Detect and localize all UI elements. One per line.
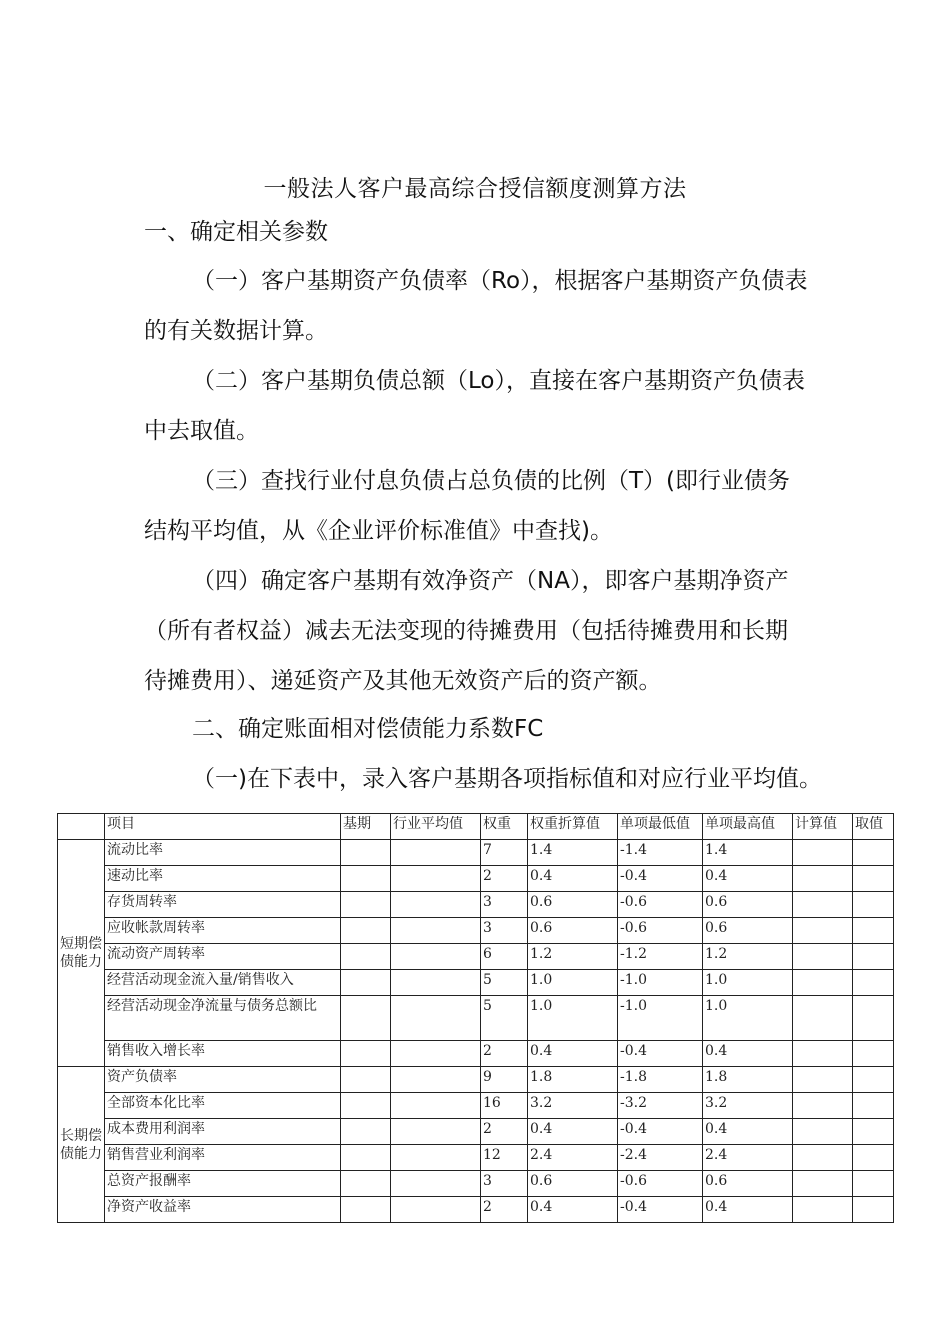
base-value-cell bbox=[341, 1197, 391, 1223]
table-row bbox=[58, 1145, 894, 1171]
base-value-cell bbox=[341, 840, 391, 866]
paragraph-4: （四）确定客户基期有效净资产（NA），即客户基期净资产（所有者权益）减去无法变现的待摊费用（包括待摊费用和长期待摊费用）、递延资产及其他无效资产后的资产额。 bbox=[144, 568, 789, 694]
max-value-cell: 0.4 bbox=[703, 1197, 793, 1223]
base-value-cell bbox=[341, 1041, 391, 1067]
document-title: 一般法人客户最高综合授信额度测算方法 bbox=[263, 176, 687, 202]
calculated-value-cell bbox=[793, 970, 853, 996]
industry-average-cell bbox=[391, 918, 481, 944]
final-value-cell bbox=[853, 1119, 894, 1145]
converted-value-cell: 0.6 bbox=[528, 918, 618, 944]
max-value-cell: 1.0 bbox=[703, 970, 793, 996]
min-value-cell: -1.2 bbox=[618, 944, 703, 970]
group-label: 短期偿债能力 bbox=[58, 840, 105, 1067]
converted-value-cell: 1.8 bbox=[528, 1067, 618, 1093]
weight-cell: 3 bbox=[481, 1171, 528, 1197]
industry-average-cell bbox=[391, 1197, 481, 1223]
table-row bbox=[58, 1067, 894, 1093]
converted-value-cell: 0.4 bbox=[528, 866, 618, 892]
header-cell: 项目 bbox=[105, 814, 341, 840]
header-cell: 计算值 bbox=[793, 814, 853, 840]
min-value-cell: -2.4 bbox=[618, 1145, 703, 1171]
item-cell: 经营活动现金流入量/销售收入 bbox=[105, 970, 341, 996]
max-value-cell: 0.6 bbox=[703, 1171, 793, 1197]
base-value-cell bbox=[341, 1067, 391, 1093]
weight-cell: 7 bbox=[481, 840, 528, 866]
indicator-table bbox=[57, 813, 894, 1223]
item-cell: 销售营业利润率 bbox=[105, 1145, 341, 1171]
final-value-cell bbox=[853, 1067, 894, 1093]
converted-value-cell: 1.0 bbox=[528, 996, 618, 1041]
min-value-cell: -1.4 bbox=[618, 840, 703, 866]
converted-value-cell: 0.4 bbox=[528, 1197, 618, 1223]
calculated-value-cell bbox=[793, 944, 853, 970]
calculated-value-cell bbox=[793, 892, 853, 918]
paragraph-2: （二）客户基期负债总额（Lo），直接在客户基期资产负债表中去取值。 bbox=[144, 368, 805, 444]
industry-average-cell bbox=[391, 1171, 481, 1197]
converted-value-cell: 0.4 bbox=[528, 1041, 618, 1067]
table-row bbox=[58, 892, 894, 918]
table-row bbox=[58, 944, 894, 970]
industry-average-cell bbox=[391, 1145, 481, 1171]
calculated-value-cell bbox=[793, 866, 853, 892]
calculated-value-cell bbox=[793, 1067, 853, 1093]
final-value-cell bbox=[853, 840, 894, 866]
table-row bbox=[58, 1119, 894, 1145]
max-value-cell: 0.4 bbox=[703, 1041, 793, 1067]
table-header-row bbox=[58, 814, 894, 840]
final-value-cell bbox=[853, 892, 894, 918]
industry-average-cell bbox=[391, 996, 481, 1041]
max-value-cell: 1.8 bbox=[703, 1067, 793, 1093]
weight-cell: 6 bbox=[481, 944, 528, 970]
industry-average-cell bbox=[391, 944, 481, 970]
final-value-cell bbox=[853, 918, 894, 944]
paragraph-3: （三）查找行业付息负债占总负债的比例（T）(即行业债务结构平均值，从《企业评价标准值》中查找)。 bbox=[144, 468, 791, 544]
table-row bbox=[58, 1093, 894, 1119]
table-row bbox=[58, 1171, 894, 1197]
converted-value-cell: 1.4 bbox=[528, 840, 618, 866]
header-cell: 权重折算值 bbox=[528, 814, 618, 840]
paragraph-1: （一）客户基期资产负债率（Ro），根据客户基期资产负债表的有关数据计算。 bbox=[144, 268, 808, 344]
calculated-value-cell bbox=[793, 996, 853, 1041]
industry-average-cell bbox=[391, 1093, 481, 1119]
base-value-cell bbox=[341, 866, 391, 892]
base-value-cell bbox=[341, 1093, 391, 1119]
weight-cell: 5 bbox=[481, 970, 528, 996]
converted-value-cell: 2.4 bbox=[528, 1145, 618, 1171]
max-value-cell: 3.2 bbox=[703, 1093, 793, 1119]
weight-cell: 3 bbox=[481, 918, 528, 944]
final-value-cell bbox=[853, 1197, 894, 1223]
final-value-cell bbox=[853, 1145, 894, 1171]
calculated-value-cell bbox=[793, 1119, 853, 1145]
header-cell: 取值 bbox=[853, 814, 894, 840]
industry-average-cell bbox=[391, 840, 481, 866]
max-value-cell: 1.4 bbox=[703, 840, 793, 866]
industry-average-cell bbox=[391, 1041, 481, 1067]
item-cell: 资产负债率 bbox=[105, 1067, 341, 1093]
table-row bbox=[58, 918, 894, 944]
base-value-cell bbox=[341, 1145, 391, 1171]
max-value-cell: 1.0 bbox=[703, 996, 793, 1041]
table-row bbox=[58, 1197, 894, 1223]
converted-value-cell: 3.2 bbox=[528, 1093, 618, 1119]
table-row bbox=[58, 996, 894, 1041]
item-cell: 应收帐款周转率 bbox=[105, 918, 341, 944]
item-cell: 经营活动现金净流量与债务总额比 bbox=[105, 996, 341, 1041]
max-value-cell: 0.6 bbox=[703, 918, 793, 944]
weight-cell: 5 bbox=[481, 996, 528, 1041]
item-cell: 销售收入增长率 bbox=[105, 1041, 341, 1067]
min-value-cell: -0.4 bbox=[618, 1041, 703, 1067]
calculated-value-cell bbox=[793, 1093, 853, 1119]
weight-cell: 16 bbox=[481, 1093, 528, 1119]
max-value-cell: 0.4 bbox=[703, 866, 793, 892]
final-value-cell bbox=[853, 1041, 894, 1067]
item-cell: 存货周转率 bbox=[105, 892, 341, 918]
base-value-cell bbox=[341, 1171, 391, 1197]
header-cell: 行业平均值 bbox=[391, 814, 481, 840]
industry-average-cell bbox=[391, 970, 481, 996]
industry-average-cell bbox=[391, 1067, 481, 1093]
calculated-value-cell bbox=[793, 918, 853, 944]
header-cell: 权重 bbox=[481, 814, 528, 840]
item-cell: 流动比率 bbox=[105, 840, 341, 866]
min-value-cell: -1.0 bbox=[618, 970, 703, 996]
table-row bbox=[58, 866, 894, 892]
base-value-cell bbox=[341, 944, 391, 970]
item-cell: 流动资产周转率 bbox=[105, 944, 341, 970]
weight-cell: 12 bbox=[481, 1145, 528, 1171]
header-cell bbox=[58, 814, 105, 840]
min-value-cell: -0.6 bbox=[618, 1171, 703, 1197]
max-value-cell: 0.4 bbox=[703, 1119, 793, 1145]
paragraph-5: （一)在下表中，录入客户基期各项指标值和对应行业平均值。 bbox=[192, 766, 822, 792]
converted-value-cell: 0.6 bbox=[528, 892, 618, 918]
weight-cell: 2 bbox=[481, 866, 528, 892]
industry-average-cell bbox=[391, 892, 481, 918]
min-value-cell: -0.4 bbox=[618, 1197, 703, 1223]
max-value-cell: 0.6 bbox=[703, 892, 793, 918]
converted-value-cell: 1.0 bbox=[528, 970, 618, 996]
section-heading-1: 一、确定相关参数 bbox=[144, 219, 328, 245]
final-value-cell bbox=[853, 866, 894, 892]
max-value-cell: 1.2 bbox=[703, 944, 793, 970]
group-label: 长期偿债能力 bbox=[58, 1067, 105, 1223]
item-cell: 速动比率 bbox=[105, 866, 341, 892]
weight-cell: 2 bbox=[481, 1119, 528, 1145]
item-cell: 全部资本化比率 bbox=[105, 1093, 341, 1119]
calculated-value-cell bbox=[793, 1145, 853, 1171]
base-value-cell bbox=[341, 1119, 391, 1145]
section-heading-2: 二、确定账面相对偿债能力系数FC bbox=[192, 716, 544, 742]
min-value-cell: -0.6 bbox=[618, 918, 703, 944]
weight-cell: 2 bbox=[481, 1041, 528, 1067]
weight-cell: 2 bbox=[481, 1197, 528, 1223]
final-value-cell bbox=[853, 1171, 894, 1197]
min-value-cell: -1.8 bbox=[618, 1067, 703, 1093]
weight-cell: 9 bbox=[481, 1067, 528, 1093]
header-cell: 单项最高值 bbox=[703, 814, 793, 840]
converted-value-cell: 1.2 bbox=[528, 944, 618, 970]
base-value-cell bbox=[341, 996, 391, 1041]
min-value-cell: -1.0 bbox=[618, 996, 703, 1041]
final-value-cell bbox=[853, 970, 894, 996]
item-cell: 净资产收益率 bbox=[105, 1197, 341, 1223]
final-value-cell bbox=[853, 944, 894, 970]
industry-average-cell bbox=[391, 1119, 481, 1145]
base-value-cell bbox=[341, 918, 391, 944]
converted-value-cell: 0.6 bbox=[528, 1171, 618, 1197]
weight-cell: 3 bbox=[481, 892, 528, 918]
calculated-value-cell bbox=[793, 1197, 853, 1223]
header-cell: 单项最低值 bbox=[618, 814, 703, 840]
table-row bbox=[58, 840, 894, 866]
min-value-cell: -0.4 bbox=[618, 1119, 703, 1145]
min-value-cell: -3.2 bbox=[618, 1093, 703, 1119]
table-row bbox=[58, 970, 894, 996]
calculated-value-cell bbox=[793, 840, 853, 866]
converted-value-cell: 0.4 bbox=[528, 1119, 618, 1145]
item-cell: 成本费用利润率 bbox=[105, 1119, 341, 1145]
min-value-cell: -0.6 bbox=[618, 892, 703, 918]
calculated-value-cell bbox=[793, 1171, 853, 1197]
item-cell: 总资产报酬率 bbox=[105, 1171, 341, 1197]
industry-average-cell bbox=[391, 866, 481, 892]
min-value-cell: -0.4 bbox=[618, 866, 703, 892]
header-cell: 基期 bbox=[341, 814, 391, 840]
base-value-cell bbox=[341, 970, 391, 996]
table-row bbox=[58, 1041, 894, 1067]
calculated-value-cell bbox=[793, 1041, 853, 1067]
max-value-cell: 2.4 bbox=[703, 1145, 793, 1171]
final-value-cell bbox=[853, 996, 894, 1041]
final-value-cell bbox=[853, 1093, 894, 1119]
base-value-cell bbox=[341, 892, 391, 918]
